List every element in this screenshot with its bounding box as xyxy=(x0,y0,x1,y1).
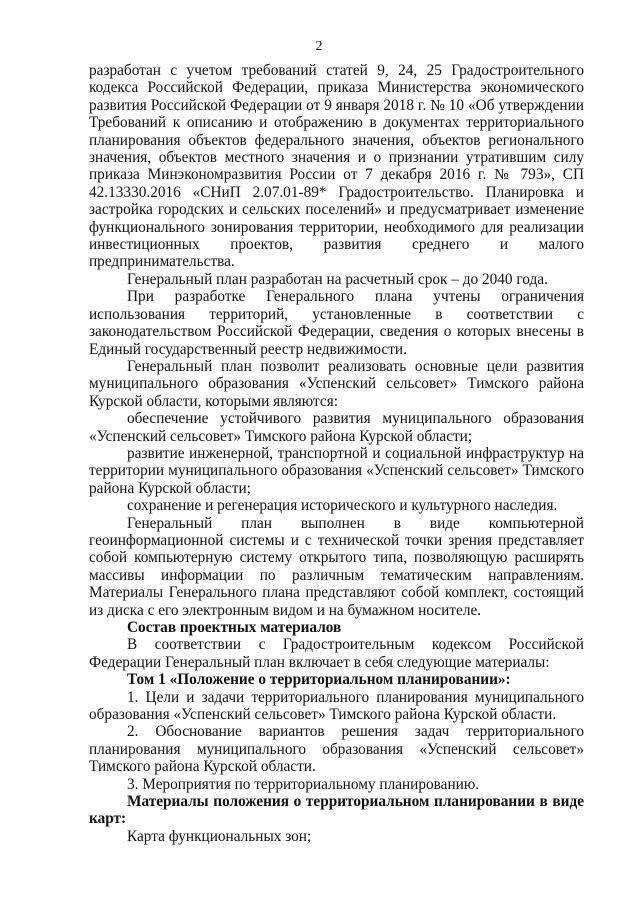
paragraph-intro-continuation: разработан с учетом требований статей 9, 24, 25 Градостроительного кодекса Российской Федерации, приказа Министерства экономического развития Российской Федерации от 9 января 2018 г. № 10 «Об утверждении Требований к описанию и отображению в документах территориального планирования объектов федерального значения, объектов регионального значения, объектов местного значения и о признании утратившим силу приказа Минэкономразвития России от 7 декабря 2016 г. № 793», СП 42.13330.2016 «СНиП 2.07.01-89* Градостроительство. Планировка и застройка городских и сельских поселений» и предусматривает изменение функционального зонирования территории, необходимого для реализации инвестиционных проектов, развития среднего и малого предпринимательства. xyxy=(89,62,584,271)
paragraph-goal-sustainable-development: обеспечение устойчивого развития муниципального образования «Успенский сельсовет» Тимского района Курской области; xyxy=(89,410,584,445)
heading-project-materials: Состав проектных материалов xyxy=(127,619,342,636)
list-item-2: 2. Обоснование вариантов решения задач территориального планирования муниципального образования «Успенский сельсовет» Тимского района Курской области. xyxy=(89,723,584,776)
paragraph-goal-infrastructure: развитие инженерной, транспортной и социальной инфраструктур на территории муниципального образования «Успенский сельсовет» Тимского района Курской области; xyxy=(89,444,584,497)
page-number: 2 xyxy=(315,39,323,54)
heading-map-materials: Материалы положения о территориальном планировании в виде карт: xyxy=(89,793,584,828)
paragraph-restrictions: При разработке Генерального плана учтены ограничения использования территорий, установленные в соответствии с законодательством Российской Федерации, сведения о которых внесены в Единый государственный реестр недвижимости. xyxy=(89,288,584,358)
heading-volume-1: Том 1 «Положение о территориальном планировании»: xyxy=(127,671,511,689)
paragraph-goal-heritage: сохранение и регенерация исторического и культурного наследия. xyxy=(127,497,558,515)
paragraph-materials-list-intro: В соответствии с Градостроительным кодексом Российской Федерации Генеральный план включает в себя следующие материалы: xyxy=(89,636,584,671)
paragraph-goals-intro: Генеральный план позволит реализовать основные цели развития муниципального образования «Успенский сельсовет» Тимского района Курской области, которыми являются: xyxy=(89,357,584,410)
list-item-1: 1. Цели и задачи территориального планирования муниципального образования «Успенский сельсовет» Тимского района Курской области. xyxy=(89,688,584,724)
paragraph-gis-description: Генеральный план выполнен в виде компьютерной геоинформационной системы и с технической точки зрения представляет собой компьютерную систему открытого типа, позволяющую расширять массивы информации по различным тематическим направлениям. Материалы Генерального плана представляют собой комплект, состоящий из диска с его электронным видом и на бумажном носителе. xyxy=(89,514,584,619)
document-body xyxy=(89,62,584,845)
list-item-3: 3. Мероприятия по территориальному планированию. xyxy=(127,775,480,793)
paragraph-planning-term: Генеральный план разработан на расчетный срок – до 2040 года. xyxy=(127,270,548,288)
paragraph-functional-zones-map: Карта функциональных зон; xyxy=(127,827,312,845)
